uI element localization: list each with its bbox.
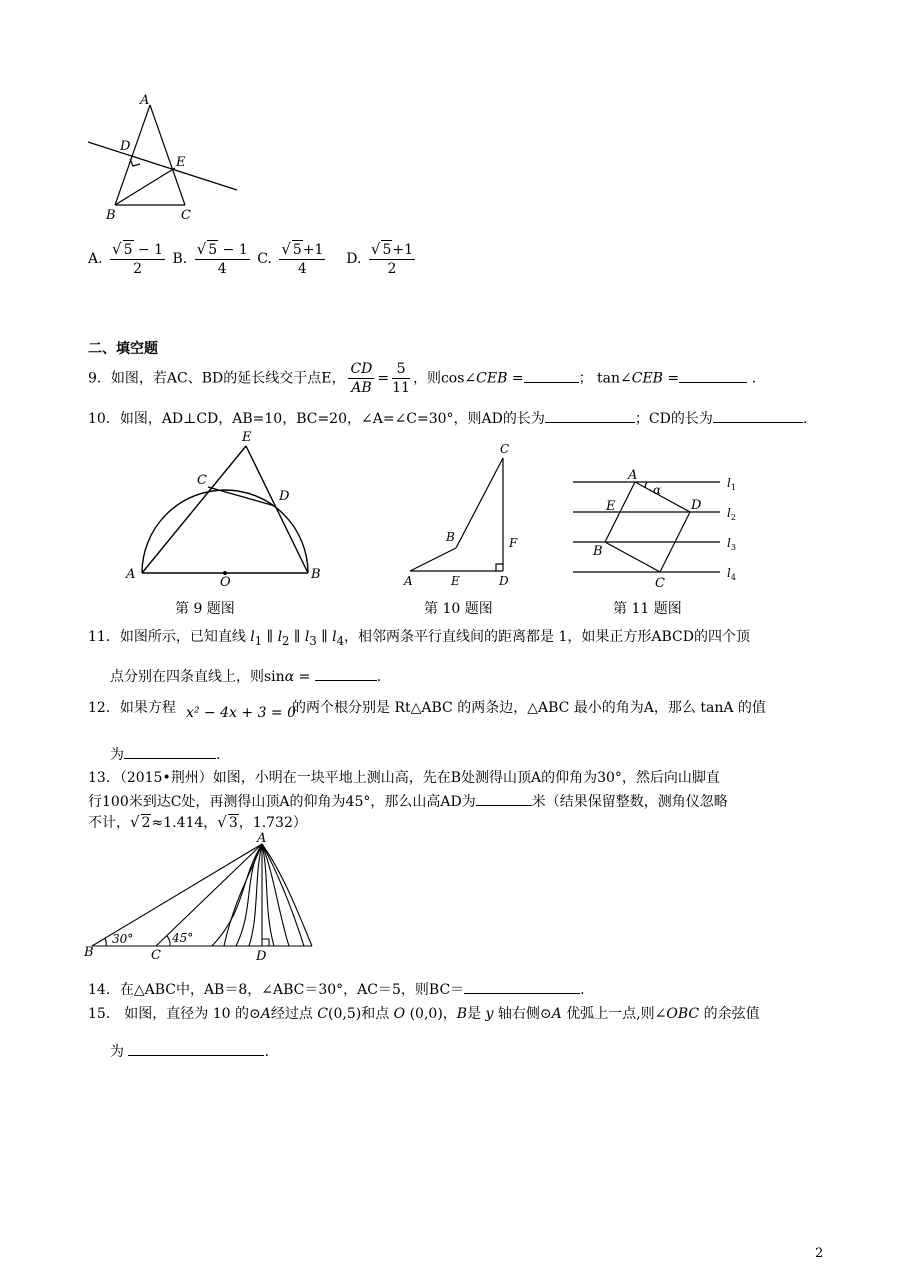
q14-answer-blank[interactable] — [464, 979, 580, 994]
label-angle-45: 45° — [172, 931, 194, 945]
label-a: A — [628, 468, 638, 483]
label-c: C — [655, 576, 665, 590]
figure-13 — [84, 830, 319, 965]
figure-11-caption: 第 11 题图 — [613, 601, 682, 617]
label-d: D — [279, 489, 290, 504]
figure-10-caption: 第 10 题图 — [424, 601, 493, 617]
label-e: E — [606, 499, 616, 514]
label-e: E — [451, 574, 460, 588]
label-c: C — [197, 473, 207, 488]
q8-options: A. $\frac{√ 5 - 1}{2}$ B. $\frac{√ 5 - 1}{4}$ C. $\frac{√ 5+1}{4}$ D. $\frac{√ 5+1}{2}$ — [88, 240, 414, 277]
label-b: B — [106, 208, 116, 223]
question-12-rest: 的两个根分别是 Rt△ABC 的两条边，△ABC 最小的角为A，那么 tanA 的值 — [292, 700, 766, 716]
q13-answer-blank[interactable] — [476, 791, 532, 806]
q12-equation: x² − 4x + 3 = 0 — [186, 705, 297, 721]
question-13-line-1: 13．（2015•荆州）如图，小明在一块平地上测山高，先在B处测得山顶A的仰角为30°，然后向山脚直 — [88, 770, 720, 786]
label-a: A — [126, 567, 136, 582]
label-b: B — [446, 530, 455, 544]
q10-answer-blank-1[interactable] — [545, 408, 635, 423]
figure-9-caption: 第 9 题图 — [175, 601, 235, 617]
label-a: A — [404, 574, 413, 588]
question-13-line-3: 不计，√ 2≈1.414，√ 3，1.732） — [88, 813, 307, 831]
page-number: 2 — [815, 1246, 824, 1261]
label-d: D — [499, 574, 509, 588]
figure-10 — [396, 440, 526, 590]
label-b: B — [84, 945, 94, 960]
figure-11 — [565, 465, 755, 590]
q9-answer-blank-1[interactable] — [524, 368, 579, 383]
q15-answer-blank[interactable] — [128, 1041, 264, 1056]
svg-text:l3: $l_3$ — [727, 536, 736, 552]
svg-text:l2: $l_2$ — [727, 506, 736, 522]
section-title: 二、填空题 — [88, 341, 158, 357]
label-o: O — [220, 575, 231, 588]
question-12: 12．如果方程 — [88, 700, 176, 716]
label-alpha: α — [653, 483, 662, 497]
question-14: 14．在△ABC中，AB＝8，∠ABC＝30°，AC＝5，则BC＝ . — [88, 979, 585, 999]
label-d: D — [256, 949, 267, 964]
label-e: E — [176, 155, 186, 170]
label-c: C — [500, 442, 510, 456]
label-a: A — [257, 831, 267, 846]
question-15: 15． 如图，直径为 10 的⊙A经过点 C(0,5)和点 O (0,0)，B是 y 轴右侧⊙A 优弧上一点,则∠OBC 的余弦值 — [88, 1006, 760, 1022]
q9-answer-blank-2[interactable] — [679, 368, 747, 383]
label-angle-30: 30° — [112, 932, 134, 946]
question-11-line-2: 点分别在四条直线上，则sinα = . — [110, 666, 381, 686]
svg-text:l4: $l_4$ — [727, 566, 736, 582]
q12-answer-blank[interactable] — [124, 744, 216, 759]
label-b: B — [311, 567, 321, 582]
question-11: 11．如图所示，已知直线 $l_1$ ∥ $l_2$ ∥ $l_3$ ∥ $l_4$，相邻两条平行直线间的距离都是 1，如果正方形ABCD的四个顶 — [88, 629, 750, 648]
label-b: B — [593, 544, 603, 559]
label-e: E — [242, 430, 252, 445]
question-9: 9．如图，若AC、BD的延长线交于点E， $\frac{CD}{AB}$ = $\frac{5}{11}$ ，则cos∠CEB = ； tan∠CEB = . — [88, 361, 757, 396]
question-15-line-2: 为 . — [110, 1041, 269, 1061]
label-a: A — [140, 93, 150, 108]
figure-9 — [120, 428, 330, 588]
label-f: F — [509, 536, 518, 550]
q10-answer-blank-2[interactable] — [713, 408, 803, 423]
q11-answer-blank[interactable] — [315, 666, 377, 681]
label-d: D — [691, 498, 702, 513]
question-10: 10．如图，AD⊥CD，AB=10，BC=20，∠A=∠C=30°，则AD的长为 ；CD的长为 . — [88, 408, 807, 428]
label-d: D — [120, 139, 131, 154]
question-12-line-2: 为 . — [110, 744, 220, 764]
question-13-line-2: 行100米到达C处，再测得山顶A的仰角为45°，那么山高AD为 米（结果保留整数，测角仪忽略 — [88, 791, 728, 811]
label-c: C — [151, 948, 161, 963]
svg-text:l1: $l_1$ — [727, 476, 736, 492]
figure-triangle-top — [80, 90, 250, 225]
label-c: C — [181, 208, 191, 223]
